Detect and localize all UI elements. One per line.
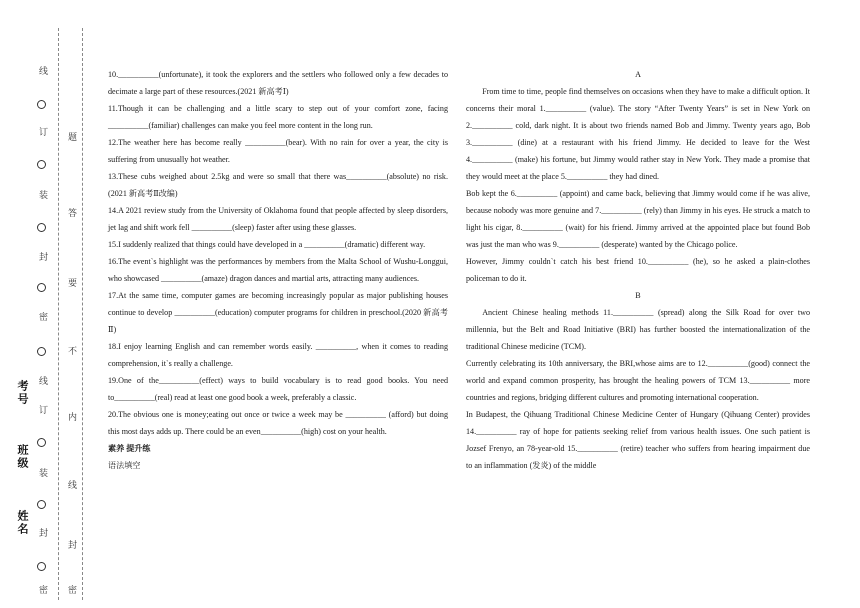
class-label: 班级 [16, 444, 28, 470]
passage-a-heading: A [635, 70, 641, 79]
notice-char: 线 [67, 480, 77, 490]
seal-char: 线 [38, 376, 48, 386]
notice-char: 答 [67, 208, 77, 218]
outer-cut-line [58, 28, 59, 600]
question-12: 12.The weather here has become really __________(bear). With no rain for over a year, the city is suffering from unusually hot weather. [108, 138, 448, 164]
seal-char-bottom: 密 [38, 585, 48, 595]
question-13: 13.These cubs weighed about 2.5kg and were so small that there was__________(absolute) no risk.(2021 新高考Ⅱ改编) [108, 172, 448, 198]
seal-char: 线 [38, 66, 48, 76]
section-heading: 素养 提升练 [108, 444, 151, 453]
seal-circle [37, 160, 46, 169]
seal-circle [37, 100, 46, 109]
right-column [466, 66, 810, 474]
notice-char: 题 [67, 132, 77, 142]
passage-b-heading: B [635, 291, 641, 300]
binding-margin [0, 0, 100, 608]
seal-circle [37, 562, 46, 571]
notice-char-bottom: 密 [67, 585, 77, 595]
section-subheading: 语法填空 [108, 461, 141, 470]
question-11: 11.Though it can be challenging and a little scary to step out of your comfort zone, facing __________(familiar) challenges can make you feel more content in the long run. [108, 104, 448, 130]
seal-circle [37, 223, 46, 232]
passage-a-paragraph: Bob kept the 6.__________ (appoint) and came back, believing that Jimmy would come if he was alive, because nobody was more genuine and 7.__________ (rely) than Jimmy in his eyes. He struck a match to light his cigar, 8.__________ (wait) for his friend. Jimmy arrived at the appointed place but found Bob was just the man who was 9.__________ (desperate) wanted by the Chicago police. [466, 189, 810, 249]
left-column [108, 66, 448, 474]
seal-char: 封 [38, 252, 48, 262]
name-label: 姓名 [16, 510, 28, 536]
seal-char: 装 [38, 468, 48, 478]
question-19: 19.One of the__________(effect) ways to build vocabulary is to read good books. You need to__________(real) read at least one good book a week, preferably a classic. [108, 376, 448, 402]
notice-char: 不 [67, 346, 77, 356]
student-number-label: 考号 [16, 380, 28, 406]
seal-char: 装 [38, 190, 48, 200]
seal-char: 密 [38, 312, 48, 322]
passage-b-paragraph: In Budapest, the Qihuang Traditional Chinese Medicine Center of Hungary (Qihuang Center) provides 14.__________ ray of hope for patients seeking relief from various health issues. One such patient is Jozsef Frenyo, an 78-year-old 15.__________ (retire) teacher who suffers from hearing impairment due to an inflammation (发炎) of the middle [466, 410, 810, 470]
seal-circle [37, 438, 46, 447]
seal-circle [37, 347, 46, 356]
passage-a-paragraph: From time to time, people find themselves on occasions when they have to make a difficult option. It concerns their moral 1.__________ (value). The story “After Twenty Years” is set in New York on 2.__________ cold, dark night. It is about two friends named Bob and Jimmy. Twenty years ago, Bob 3.__________ (dine) at a restaurant with his friend Jimmy. He decided to leave for the West 4.__________ (make) his fortune, but Jimmy would rather stay in New York. They made a promise that they would meet at the place 5.__________ they had dined. [466, 87, 810, 181]
passage-b-paragraph: Ancient Chinese healing methods 11.__________ (spread) along the Silk Road for over two millennia, but the Belt and Road Initiative (BRI) has further boosted the internationalization of the traditional Chinese medicine (TCM). [466, 308, 810, 351]
notice-char: 封 [67, 540, 77, 550]
passage-b-paragraph: Currently celebrating its 10th anniversary, the BRI,whose aims are to 12.__________(good) connect the world and expand common prosperity, has brought the healing powers of TCM 13.__________ more countries and regions, bridging different cultures and promoting international cooperation. [466, 359, 810, 402]
question-17: 17.At the same time, computer games are becoming increasingly popular as major publishing houses continue to develop __________(education) computer programs for children in preschool.(2020 新高考Ⅱ) [108, 291, 448, 334]
seal-char: 订 [38, 127, 48, 137]
question-16: 16.The event`s highlight was the performances by members from the Malta School of Wushu-Longgui, who showcased __________(amaze) dragon dances and martial arts, attracting many audiences. [108, 257, 448, 283]
question-18: 18.I enjoy learning English and can remember words easily. __________, when it comes to reading comprehension, it`s really a challenge. [108, 342, 448, 368]
seal-circle [37, 500, 46, 509]
notice-char: 内 [67, 412, 77, 422]
seal-char: 订 [38, 405, 48, 415]
passage-a-paragraph: However, Jimmy couldn`t catch his best friend 10.__________ (he), so he asked a plain-clothes policeman to do it. [466, 257, 810, 283]
notice-char: 要 [67, 278, 77, 288]
question-20: 20.The obvious one is money;eating out once or twice a week may be __________ (afford) but doing this most days adds up. There could be an even__________(high) cost on your health. [108, 410, 448, 436]
question-10: 10.__________(unfortunate), it took the explorers and the settlers who followed only a few decades to decimate a large part of these resources.(2021 新高考Ⅰ) [108, 70, 448, 96]
seal-circle [37, 283, 46, 292]
question-15: 15.I suddenly realized that things could have developed in a __________(dramatic) different way. [108, 240, 426, 249]
question-14: 14.A 2021 review study from the University of Oklahoma found that people affected by sleep disorders, jet lag and shift work fell __________(sleep) faster after using these glasses. [108, 206, 448, 232]
inner-cut-line [82, 28, 83, 600]
seal-char: 封 [38, 528, 48, 538]
